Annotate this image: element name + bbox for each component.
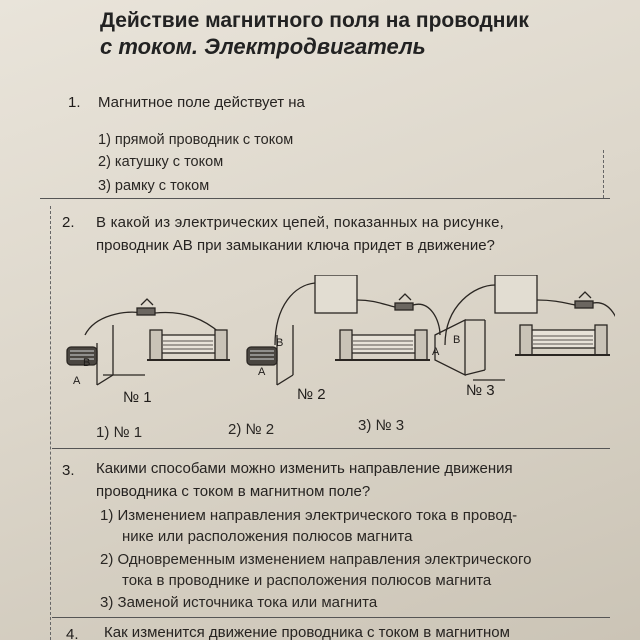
q3-option-1-line-2: нике или расположения полюсов магнита <box>122 528 413 545</box>
q3-line-1: Какими способами можно изменить направление движения <box>96 460 513 477</box>
q4-text: Как изменится движение проводника с током в магнитном <box>104 624 510 640</box>
fig2-number: № 2 <box>297 386 326 403</box>
q3-number: 3. <box>62 462 75 479</box>
fig1-number: № 1 <box>123 389 152 406</box>
q1-number: 1. <box>68 94 81 111</box>
q2-number: 2. <box>62 214 75 231</box>
q3-option-1-line-1: 1) Изменением направления электрического тока в провод- <box>100 507 518 524</box>
q2-option-1: 1) № 1 <box>96 424 143 441</box>
title-line-1: Действие магнитного поля на проводник <box>100 9 529 32</box>
q1-option-3: 3) рамку с током <box>98 178 210 194</box>
q1-option-2: 2) катушку с током <box>98 154 224 170</box>
section-divider-2 <box>52 448 610 449</box>
q3-option-2-line-1: 2) Одновременным изменением направления электрического <box>100 551 532 568</box>
q2-line-2: проводник AB при замыкании ключа придет в движение? <box>96 237 495 254</box>
circuit-2 <box>247 275 440 385</box>
q4-number: 4. <box>66 626 79 640</box>
fig3-label-a: A <box>432 346 440 358</box>
q3-line-2: проводника с током в магнитном поле? <box>96 483 371 500</box>
title-line-2: с током. Электродвигатель <box>100 34 426 59</box>
circuit-3 <box>435 275 615 380</box>
q2-option-2: 2) № 2 <box>228 421 275 438</box>
q3-option-3: 3) Заменой источника тока или магнита <box>100 594 378 611</box>
fig1-label-b: B <box>83 357 91 369</box>
margin-dash-left <box>50 206 51 640</box>
page-title <box>100 8 570 60</box>
fig1-label-a: A <box>73 375 81 387</box>
margin-dash-right <box>603 150 604 198</box>
fig2-label-b: B <box>276 337 284 349</box>
fig3-label-b: B <box>453 334 461 346</box>
fig2-label-a: A <box>258 366 266 378</box>
section-divider-3 <box>52 617 610 618</box>
section-divider-1 <box>40 198 610 199</box>
q1-option-1: 1) прямой проводник с током <box>98 132 294 148</box>
fig3-number: № 3 <box>466 382 495 399</box>
q2-option-3: 3) № 3 <box>358 417 405 434</box>
q1-text: Магнитное поле действует на <box>98 94 305 111</box>
circuit-1 <box>67 299 230 385</box>
circuit-figures <box>55 275 615 405</box>
q3-option-2-line-2: тока в проводнике и расположения полюсов магнита <box>122 572 492 589</box>
q2-line-1: В какой из электрических цепей, показанных на рисунке, <box>96 214 505 231</box>
